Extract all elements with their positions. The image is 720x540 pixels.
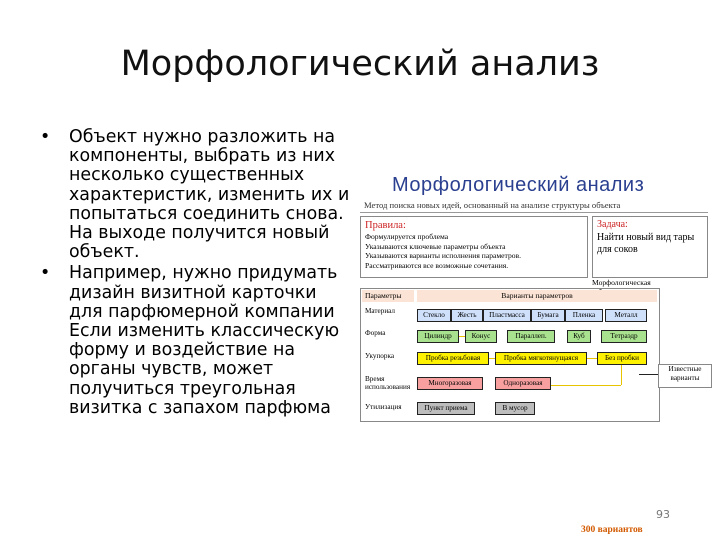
variant-cell: В мусор: [495, 402, 535, 415]
page-number: 93: [656, 508, 670, 521]
param-label: Материал: [365, 307, 396, 315]
variant-cell: Куб: [567, 330, 591, 343]
variant-cell: Пробка резьбовая: [417, 352, 489, 365]
params-header: Параметры: [362, 290, 414, 302]
rules-line: Указываются варианты исполнения параметров.: [365, 251, 522, 261]
task-heading: Задача:: [597, 219, 628, 230]
rules-line: Указываются ключевые параметры объекта: [365, 241, 506, 251]
slide-title: Морфологический анализ: [120, 44, 600, 84]
connector-line: [489, 358, 495, 359]
rules-box: [360, 216, 588, 278]
known-variants-box: Известные варианты: [658, 364, 712, 388]
variant-cell: Тетраэдр: [601, 330, 647, 343]
variant-cell: Бумага: [531, 309, 565, 322]
variant-cell: Пленка: [565, 309, 603, 322]
connector-line: [639, 374, 658, 375]
connector-line: [459, 336, 465, 337]
variant-cell: Пробка мягкотянущаяся: [495, 352, 587, 365]
connector-line: [621, 365, 622, 385]
figure-title: Морфологический анализ: [392, 174, 645, 196]
variant-cell: Пластмасса: [483, 309, 531, 322]
bullet-item: • Например, нужно придумать дизайн визитной карточки для парфюмерной компании Если изменить классическую форму и воздействие на органы чувств, может получиться треугольная визитка с запахом парфюма: [40, 264, 350, 418]
bullet-item: • Объект нужно разложить на компоненты, выбрать из них несколько существенных характеристик, изменить их и попытаться соединить снова. На выходе получится новый объект.: [40, 128, 350, 262]
param-label: Время использования: [365, 375, 411, 392]
variant-cell: Пункт приема: [417, 402, 475, 415]
table-label: Морфологическая: [592, 278, 651, 287]
rules-line: Формулируется проблема: [365, 232, 449, 241]
variant-cell: Одноразовая: [495, 377, 551, 390]
variant-cell: Цилиндр: [417, 330, 459, 343]
task-text: Найти новый вид тары для соков: [597, 231, 695, 255]
param-label: Утилизация: [365, 403, 402, 411]
variant-cell: Конус: [465, 330, 497, 343]
morphological-table: [360, 288, 660, 535]
rules-line: Рассматриваются все возможные сочетания.: [365, 260, 509, 270]
param-label: Форма: [365, 329, 386, 337]
figure-subtitle: Метод поиска новых идей, основанный на анализе структуры объекта: [364, 200, 621, 210]
variant-cell: Многоразовая: [417, 377, 483, 390]
variant-cell: Параллеп.: [507, 330, 555, 343]
connector-line: [551, 385, 621, 386]
bullet-list: [40, 128, 350, 420]
variant-cell: Металл: [605, 309, 647, 322]
variant-cell: Жесть: [451, 309, 483, 322]
divider: [360, 212, 708, 213]
task-box: [592, 216, 708, 278]
variant-cell: Стекло: [417, 309, 451, 322]
variants-count: 300 вариантов: [581, 525, 643, 535]
param-label: Укупорка: [365, 352, 395, 360]
variants-header: Варианты параметров: [417, 290, 657, 302]
variant-cell: Без пробки: [597, 352, 647, 365]
rules-heading: Правила:: [365, 220, 406, 231]
connector-line: [587, 358, 597, 359]
